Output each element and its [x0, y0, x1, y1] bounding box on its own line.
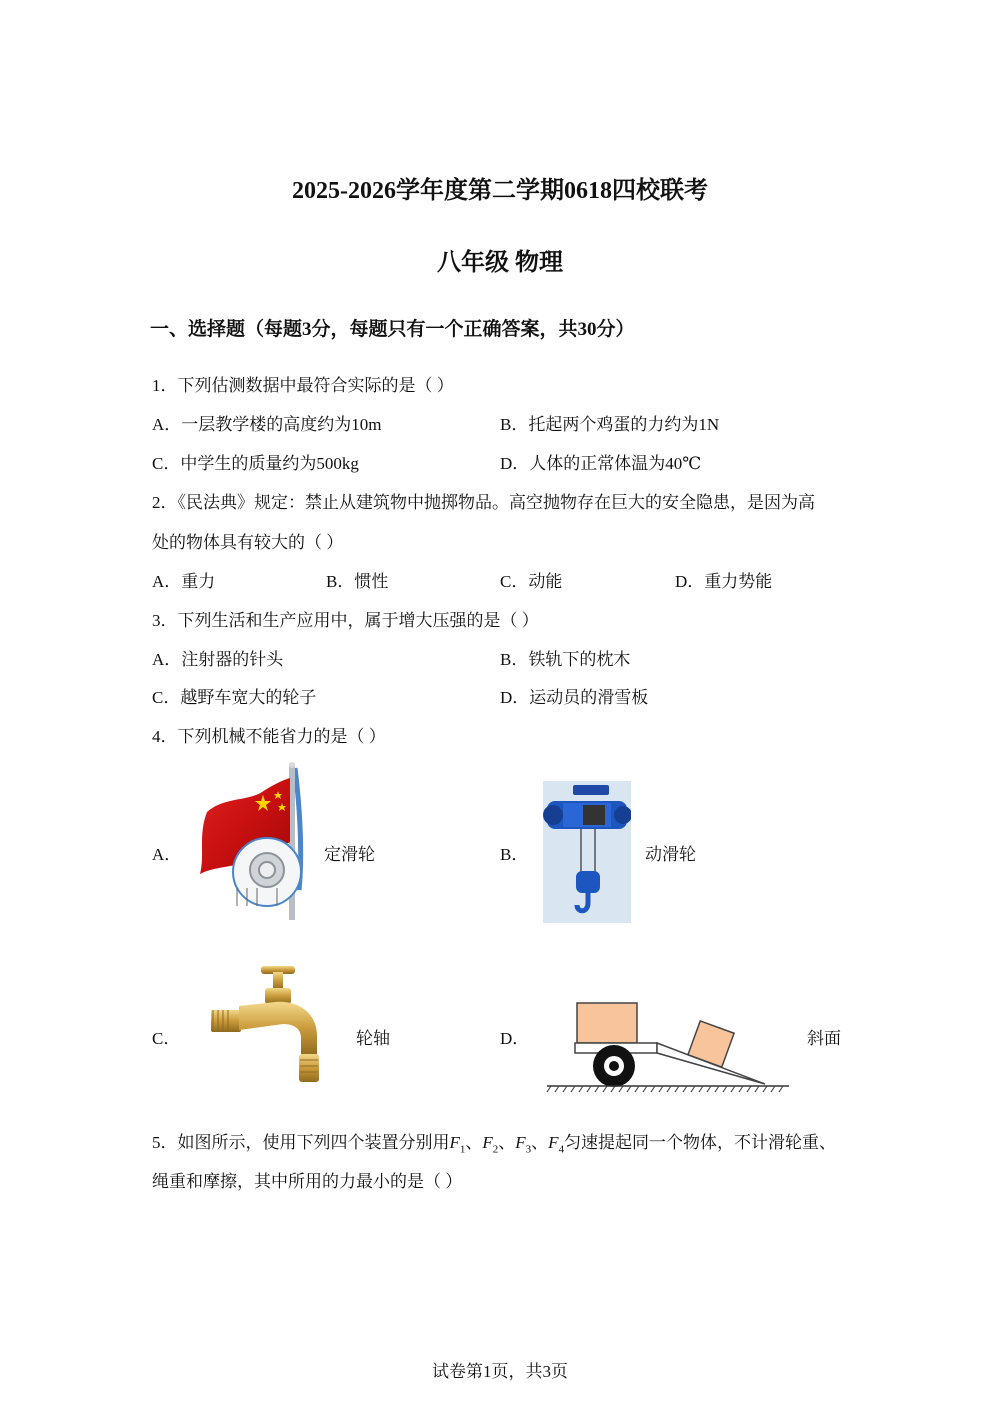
question-5-line1: [152, 1128, 836, 1155]
q1-option-a: A．一层教学楼的高度约为10m: [152, 415, 382, 434]
exam-title: 2025-2026学年度第二学期0618四校联考: [292, 178, 708, 204]
q1-option-b: B．托起两个鸡蛋的力约为1N: [500, 415, 720, 434]
q5-force-1-sub: 1: [459, 1143, 466, 1156]
faucet-image: [205, 962, 327, 1088]
q4-option-c-letter: C．: [152, 1029, 181, 1048]
question-5-line2: 绳重和摩擦，其中所用的力最小的是（ ）: [152, 1172, 463, 1191]
q5-force-3-sub: 3: [525, 1143, 532, 1156]
q4-option-d-label: 斜面: [807, 1029, 841, 1048]
question-1-stem: 1．下列估测数据中最符合实际的是（ ）: [152, 376, 454, 395]
q2-option-d: D．重力势能: [675, 572, 773, 591]
q4-option-a-letter: A．: [152, 845, 182, 864]
section-heading: 一、选择题（每题3分，每题只有一个正确答案，共30分）: [150, 319, 635, 340]
q5-sep-1: 、: [465, 1133, 483, 1152]
q2-option-c: C．动能: [500, 572, 563, 591]
q1-option-d: D．人体的正常体温为40℃: [500, 454, 702, 473]
question-4-stem: 4．下列机械不能省力的是（ ）: [152, 727, 386, 746]
q5-stem-end: 匀速提起同一个物体，不计滑轮重、: [564, 1133, 837, 1152]
electric-hoist-image: [543, 781, 631, 923]
q2-option-a: A．重力: [152, 572, 216, 591]
flag-pulley-image: [195, 760, 315, 922]
q5-stem-start: 5．如图所示，使用下列四个装置分别用: [152, 1133, 450, 1152]
q3-option-c: C．越野车宽大的轮子: [152, 688, 317, 707]
q4-option-b-label: 动滑轮: [645, 845, 696, 864]
q5-force-3: F: [515, 1133, 526, 1152]
q4-option-d-letter: D．: [500, 1029, 530, 1048]
exam-subtitle: 八年级 物理: [437, 250, 563, 276]
q5-force-4-sub: 4: [558, 1143, 565, 1156]
q2-option-b: B．惯性: [326, 572, 389, 591]
q3-option-b: B．铁轨下的枕木: [500, 650, 631, 669]
q3-option-d: D．运动员的滑雪板: [500, 688, 649, 707]
page-footer: 试卷第1页，共3页: [432, 1362, 568, 1381]
q3-option-a: A．注射器的针头: [152, 650, 284, 669]
q5-force-2-sub: 2: [492, 1143, 499, 1156]
q4-option-a-label: 定滑轮: [324, 845, 375, 864]
question-3-stem: 3．下列生活和生产应用中，属于增大压强的是（ ）: [152, 611, 539, 630]
question-2-line1: 2．《民法典》规定：禁止从建筑物中抛掷物品。高空抛物存在巨大的安全隐患，是因为高: [152, 493, 815, 512]
q5-sep-3: 、: [531, 1133, 549, 1152]
q5-force-1: F: [449, 1133, 460, 1152]
q4-option-b-letter: B．: [500, 845, 529, 864]
q4-option-c-label: 轮轴: [356, 1029, 390, 1048]
q5-force-2: F: [482, 1133, 493, 1152]
q5-force-4: F: [548, 1133, 559, 1152]
q5-sep-2: 、: [498, 1133, 516, 1152]
q1-option-c: C．中学生的质量约为500kg: [152, 454, 359, 473]
cart-incline-image: [545, 998, 793, 1094]
question-2-line2: 处的物体具有较大的（ ）: [152, 533, 344, 552]
